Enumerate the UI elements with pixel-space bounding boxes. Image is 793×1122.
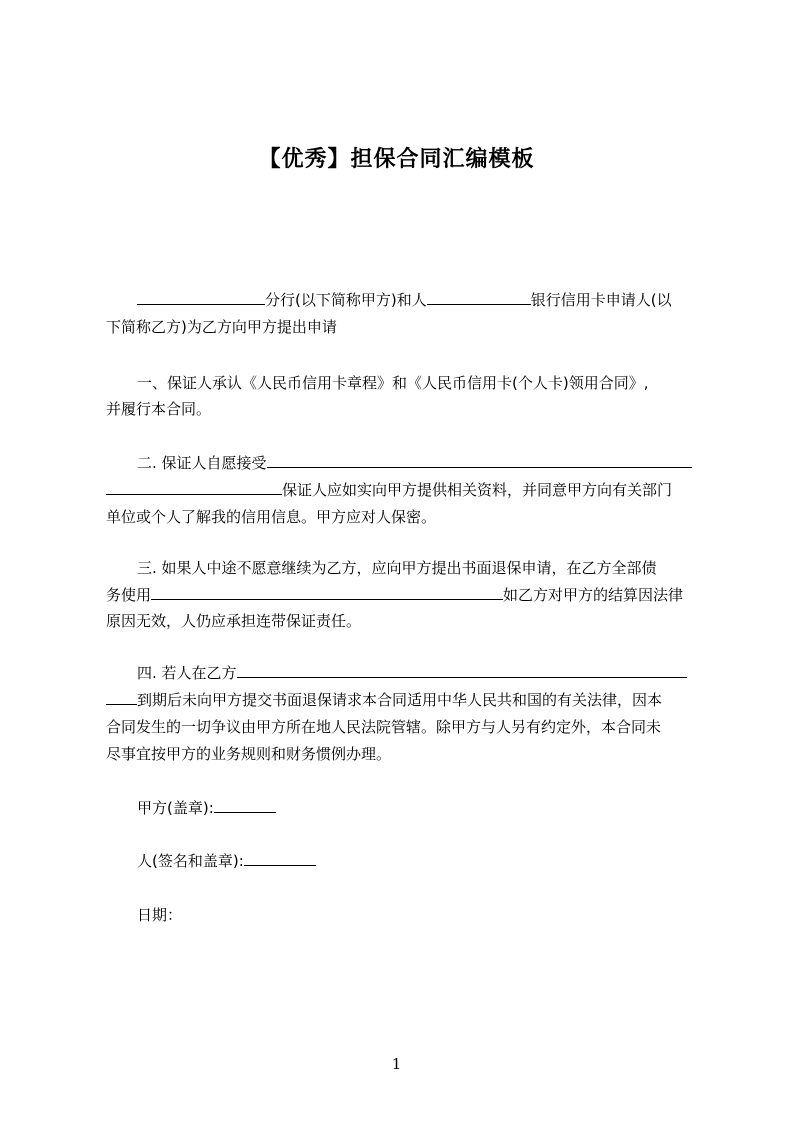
blank-field — [267, 452, 692, 468]
clause4-line-4: 尽事宜按甲方的业务规则和财务惯例办理。 — [106, 745, 392, 763]
page-number: 1 — [391, 1055, 402, 1073]
clause1-line-2: 并履行本合同。 — [106, 400, 212, 418]
signature-date: 日期： — [137, 906, 183, 924]
clause4-text-b: 到期后未向甲方提交书面退保请求本合同适用中华人民共和国的有关法律，因本 — [137, 691, 663, 709]
blank-field — [106, 689, 137, 705]
clause3-text-a: 务使用 — [106, 586, 152, 604]
clause3-text-b: 如乙方对甲方的结算因法律 — [503, 586, 684, 604]
blank-field — [244, 850, 316, 866]
clause2-text-b: 保证人应如实向甲方提供相关资料，并同意甲方向有关部门 — [282, 481, 673, 499]
intro-text-b: 银行信用卡申请人(以 — [530, 291, 672, 309]
intro-text-a: 分行(以下简称甲方)和人 — [265, 291, 427, 309]
clause4-text-a: 四. 若人在乙方 — [137, 664, 237, 682]
clause3-line-2 — [106, 584, 702, 606]
clause3-line-3: 原因无效，人仍应承担连带保证责任。 — [106, 612, 362, 630]
blank-field — [427, 289, 531, 305]
clause2-text-a: 二. 保证人自愿接受 — [137, 454, 267, 472]
clause1-line-1: 一、保证人承认《人民币信用卡章程》和《人民币信用卡(个人卡)领用合同》, — [137, 374, 649, 392]
intro-line-2: 下简称乙方)为乙方向甲方提出申请 — [106, 318, 337, 336]
blank-field — [237, 662, 687, 678]
guarantor-label: 人(签名和盖章): — [137, 852, 244, 870]
blank-field — [214, 797, 276, 813]
intro-line-1 — [137, 289, 702, 311]
clause2-line-1 — [137, 452, 702, 474]
clause3-line-1: 三. 如果人中途不愿意继续为乙方，应向甲方提出书面退保申请，在乙方全部债 — [137, 559, 657, 577]
clause4-line-3: 合同发生的一切争议由甲方所在地人民法院管辖。除甲方与人另有约定外，本合同未 — [106, 718, 662, 736]
clause4-line-1 — [137, 662, 702, 684]
party-a-label: 甲方(盖章): — [137, 799, 214, 817]
document-title: 【优秀】担保合同汇编模板 — [258, 147, 535, 172]
signature-guarantor — [137, 850, 316, 872]
blank-field — [137, 289, 265, 305]
blank-field — [106, 479, 282, 495]
clause2-line-2 — [106, 479, 702, 501]
blank-field — [151, 584, 503, 600]
signature-party-a — [137, 797, 276, 819]
clause2-line-3: 单位或个人了解我的信用信息。甲方应对人保密。 — [106, 508, 437, 526]
clause4-line-2 — [106, 689, 702, 711]
